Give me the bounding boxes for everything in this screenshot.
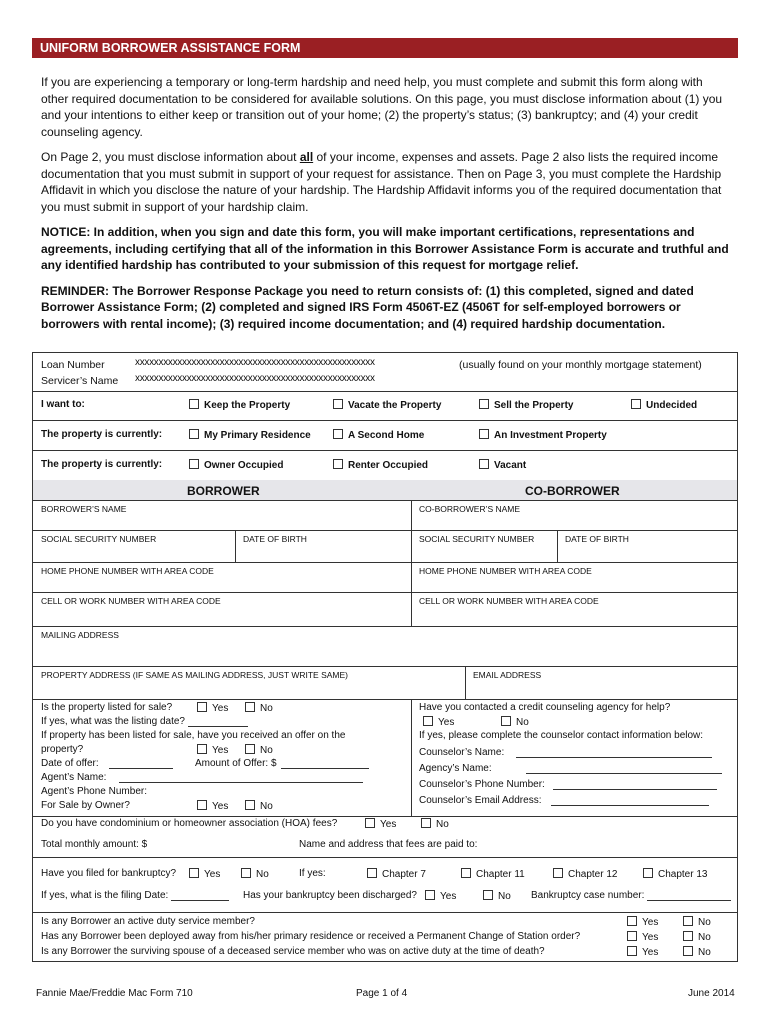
checkbox[interactable] [367, 868, 377, 878]
coborrower-name-field[interactable]: CO-BORROWER’S NAME [419, 504, 521, 514]
coborrower-cell-phone-field[interactable]: CELL OR WORK NUMBER WITH AREA CODE [419, 596, 599, 606]
active-duty-question: Is any Borrower an active duty service member? [41, 916, 255, 927]
checkbox[interactable] [333, 459, 343, 469]
checkbox[interactable] [189, 429, 199, 439]
listed-yes-option[interactable]: Yes [197, 702, 228, 714]
agent-phone-label: Agent’s Phone Number: [41, 786, 147, 797]
discharged-question: Has your bankruptcy been discharged? [243, 890, 417, 901]
checkbox[interactable] [479, 459, 489, 469]
sell-property-option[interactable]: Sell the Property [479, 399, 573, 411]
vacate-property-option[interactable]: Vacate the Property [333, 399, 441, 411]
checkbox[interactable] [683, 931, 693, 941]
active-duty-yes-option[interactable]: Yes [627, 916, 658, 928]
chapter-11-option[interactable]: Chapter 11 [461, 868, 525, 880]
checkbox[interactable] [365, 818, 375, 828]
intro-p2-c: of your income, expenses and assets. Page 2 also lists the required income documentation that you must submit in support of your request for assistance. Then on Page 3, you must complete the Hardship Affidavit in which you disclose the nature of your hardship. The Hardship Affidavit informs you of the required documentation that you must submit in support of your hardship claim. [41, 150, 722, 214]
loan-section [32, 352, 738, 392]
email-address-field[interactable]: EMAIL ADDRESS [473, 670, 542, 680]
investment-property-option[interactable]: An Investment Property [479, 429, 607, 441]
footer-form-number: Fannie Mae/Freddie Mac Form 710 [36, 988, 193, 999]
deployed-no-option[interactable]: No [683, 931, 711, 943]
notice-paragraph: NOTICE: In addition, when you sign and date this form, you will make important certifications, representations and agreements, including certifying that all of the information in this Borrower Assistance Form is accurate and truthful and any identified hardship has contributed to your submission of this request for mortgage relief. [41, 225, 729, 272]
hoa-no-option[interactable]: No [421, 818, 449, 830]
intro-section [41, 74, 731, 332]
hoa-paid-to-label: Name and address that fees are paid to: [299, 839, 478, 850]
offer-question-line2: property? [41, 744, 84, 755]
listing-date-input[interactable] [188, 716, 248, 727]
checkbox[interactable] [423, 716, 433, 726]
checkbox[interactable] [479, 429, 489, 439]
surviving-spouse-no-option[interactable]: No [683, 946, 711, 958]
discharged-yes-option[interactable]: Yes [425, 890, 456, 902]
deployed-question: Has any Borrower been deployed away from his/her primary residence or received a Permanent Change of Station order? [41, 931, 581, 942]
offer-question-line1: If property has been listed for sale, have you received an offer on the [41, 730, 346, 741]
checkbox[interactable] [333, 399, 343, 409]
sale-counsel-section [32, 699, 738, 817]
checkbox[interactable] [189, 399, 199, 409]
listed-for-sale-label: Is the property listed for sale? [41, 702, 173, 713]
checkbox[interactable] [483, 890, 493, 900]
chapter-12-option[interactable]: Chapter 12 [553, 868, 617, 880]
checkbox[interactable] [197, 800, 207, 810]
intro-paragraph-2 [41, 149, 731, 215]
borrower-dob-field[interactable]: DATE OF BIRTH [243, 534, 307, 544]
occupancy-label: The property is currently: [41, 459, 163, 470]
property-address-field[interactable]: PROPERTY ADDRESS (IF SAME AS MAILING ADDRESS, JUST WRITE SAME) [41, 670, 349, 680]
borrower-heading: BORROWER [187, 484, 260, 498]
agency-name-input[interactable] [526, 763, 722, 774]
loan-number-hint: (usually found on your monthly mortgage statement) [459, 359, 702, 371]
date-of-offer-input[interactable] [109, 758, 173, 769]
counselor-phone-label: Counselor’s Phone Number: [419, 779, 717, 790]
case-number-label: Bankruptcy case number: [531, 890, 731, 901]
checkbox[interactable] [553, 868, 563, 878]
counseling-yes-option[interactable]: Yes [423, 716, 454, 728]
i-want-label: I want to: [41, 399, 85, 410]
counseling-question: Have you contacted a credit counseling agency for help? [419, 702, 671, 713]
counseling-no-option[interactable]: No [501, 716, 529, 728]
loan-number-field[interactable]: xxxxxxxxxxxxxxxxxxxxxxxxxxxxxxxxxxxxxxxxxxxxxxxxxxx [135, 357, 375, 368]
offer-no-option[interactable]: No [245, 744, 273, 756]
checkbox[interactable] [479, 399, 489, 409]
coborrower-heading: CO-BORROWER [525, 484, 620, 498]
checkbox[interactable] [627, 946, 637, 956]
checkbox[interactable] [421, 818, 431, 828]
discharged-no-option[interactable]: No [483, 890, 511, 902]
bankruptcy-yes-option[interactable]: Yes [189, 868, 220, 880]
surviving-spouse-yes-option[interactable]: Yes [627, 946, 658, 958]
hoa-total-label: Total monthly amount: $ [41, 839, 148, 850]
agency-name-label: Agency’s Name: [419, 763, 722, 774]
reminder-paragraph: REMINDER: The Borrower Response Package you need to return consists of: (1) this completed, signed and dated Borrower Assistance Form; (2) completed and signed IRS Form 4506T-EZ (4506T for self-employed borrowers or borrowers with rental income); (3) required income documentation; and (4) required hardship documentation. [41, 283, 694, 331]
counselor-email-input[interactable] [551, 795, 709, 806]
checkbox[interactable] [245, 744, 255, 754]
chapter-13-option[interactable]: Chapter 13 [643, 868, 707, 880]
listed-no-option[interactable]: No [245, 702, 273, 714]
bankruptcy-no-option[interactable]: No [241, 868, 269, 880]
deployed-yes-option[interactable]: Yes [627, 931, 658, 943]
borrower-ssn-field[interactable]: SOCIAL SECURITY NUMBER [41, 534, 157, 544]
footer-date: June 2014 [688, 988, 735, 999]
fsbo-no-option[interactable]: No [245, 800, 273, 812]
agent-name-label: Agent’s Name: [41, 772, 363, 783]
coborrower-dob-field[interactable]: DATE OF BIRTH [565, 534, 629, 544]
checkbox[interactable] [631, 399, 641, 409]
intro-p2-emphasis: all [299, 150, 314, 164]
amount-of-offer-input[interactable] [281, 758, 369, 769]
checkbox[interactable] [245, 702, 255, 712]
offer-yes-option[interactable]: Yes [197, 744, 228, 756]
listing-date-label: If yes, what was the listing date? [41, 716, 248, 727]
agent-name-input[interactable] [119, 772, 363, 783]
owner-occupied-option[interactable]: Owner Occupied [189, 459, 283, 471]
checkbox[interactable] [245, 800, 255, 810]
hoa-section [32, 816, 738, 858]
counselor-phone-input[interactable] [553, 779, 717, 790]
checkbox[interactable] [197, 744, 207, 754]
counselor-name-input[interactable] [516, 747, 712, 758]
coborrower-ssn-field[interactable]: SOCIAL SECURITY NUMBER [419, 534, 535, 544]
amount-of-offer-label: Amount of Offer: $ [195, 758, 369, 769]
keep-property-option[interactable]: Keep the Property [189, 399, 290, 411]
borrower-home-phone-field[interactable]: HOME PHONE NUMBER WITH AREA CODE [41, 566, 214, 576]
undecided-option[interactable]: Undecided [631, 399, 697, 411]
vacant-option[interactable]: Vacant [479, 459, 526, 471]
checkbox[interactable] [683, 916, 693, 926]
intro-paragraph-1: If you are experiencing a temporary or long-term hardship and need help, you must complete and submit this form along with other required documentation to be considered for available solutions. On this page, you must disclose information about (1) you and your intentions to either keep or transition out of your home; (2) the property’s status; (3) bankruptcy; and (4) your credit counseling agency. [41, 75, 723, 139]
intro-p2-a: On Page 2, you must disclose information about [41, 150, 300, 164]
renter-occupied-option[interactable]: Renter Occupied [333, 459, 428, 471]
borrower-section [32, 480, 738, 700]
military-section [32, 912, 738, 962]
filing-date-label: If yes, what is the filing Date: [41, 890, 229, 901]
fsbo-yes-option[interactable]: Yes [197, 800, 228, 812]
bankruptcy-question: Have you filed for bankruptcy? [41, 868, 177, 879]
counseling-instructions: If yes, please complete the counselor contact information below: [419, 730, 704, 741]
checkbox[interactable] [627, 916, 637, 926]
primary-residence-option[interactable]: My Primary Residence [189, 429, 311, 441]
filing-date-input[interactable] [171, 890, 229, 901]
counselor-email-label: Counselor’s Email Address: [419, 795, 709, 806]
servicer-name-field[interactable]: xxxxxxxxxxxxxxxxxxxxxxxxxxxxxxxxxxxxxxxxxxxxxxxxxxx [135, 373, 375, 384]
mailing-address-field[interactable]: MAILING ADDRESS [41, 630, 119, 640]
case-number-input[interactable] [647, 890, 731, 901]
active-duty-no-option[interactable]: No [683, 916, 711, 928]
bankruptcy-section [32, 857, 738, 913]
intent-section [32, 391, 738, 481]
surviving-spouse-question: Is any Borrower the surviving spouse of a deceased service member who was on active duty at the time of death? [41, 946, 545, 957]
form-title: UNIFORM BORROWER ASSISTANCE FORM [32, 38, 738, 58]
fsbo-label: For Sale by Owner? [41, 800, 130, 811]
borrower-header-bg [33, 480, 737, 500]
checkbox[interactable] [189, 868, 199, 878]
chapter-7-option[interactable]: Chapter 7 [367, 868, 426, 880]
checkbox[interactable] [189, 459, 199, 469]
checkbox[interactable] [643, 868, 653, 878]
footer-page-number: Page 1 of 4 [356, 988, 408, 999]
checkbox[interactable] [683, 946, 693, 956]
checkbox[interactable] [333, 429, 343, 439]
hoa-yes-option[interactable]: Yes [365, 818, 396, 830]
counselor-name-label: Counselor’s Name: [419, 747, 712, 758]
servicer-name-label: Servicer’s Name [41, 375, 119, 387]
bankruptcy-if-yes-label: If yes: [299, 868, 326, 879]
borrower-cell-phone-field[interactable]: CELL OR WORK NUMBER WITH AREA CODE [41, 596, 221, 606]
borrower-name-field[interactable]: BORROWER’S NAME [41, 504, 127, 514]
loan-number-label: Loan Number [41, 359, 105, 371]
date-of-offer-label: Date of offer: [41, 758, 173, 769]
property-status-label: The property is currently: [41, 429, 163, 440]
hoa-question: Do you have condominium or homeowner association (HOA) fees? [41, 818, 338, 829]
checkbox[interactable] [461, 868, 471, 878]
checkbox[interactable] [627, 931, 637, 941]
checkbox[interactable] [197, 702, 207, 712]
checkbox[interactable] [425, 890, 435, 900]
second-home-option[interactable]: A Second Home [333, 429, 424, 441]
checkbox[interactable] [241, 868, 251, 878]
coborrower-home-phone-field[interactable]: HOME PHONE NUMBER WITH AREA CODE [419, 566, 592, 576]
checkbox[interactable] [501, 716, 511, 726]
